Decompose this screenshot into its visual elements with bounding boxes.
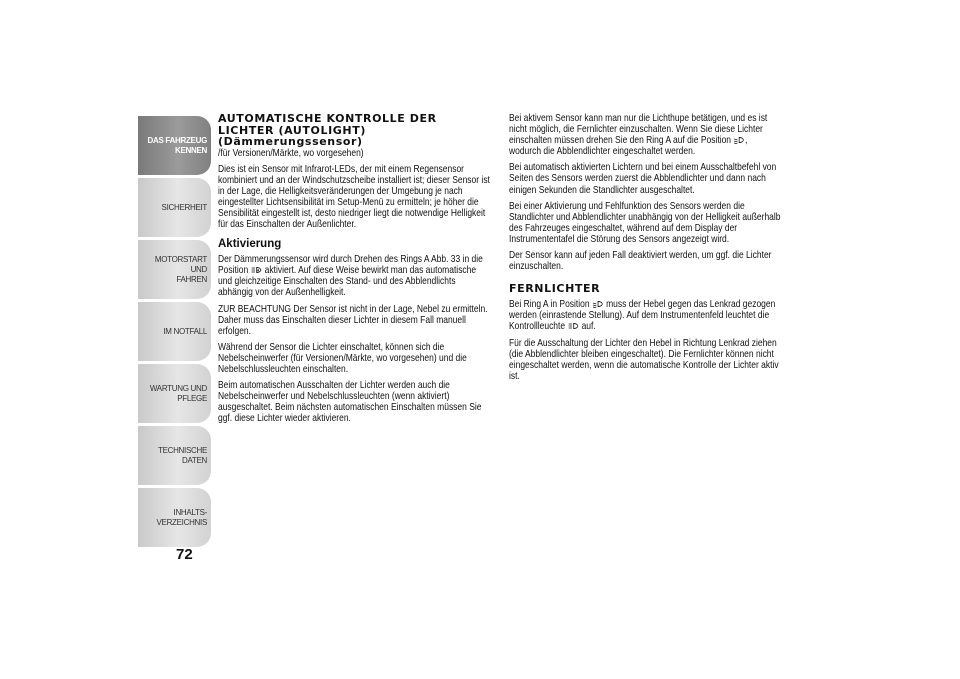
tab-im-notfall[interactable]: IM NOTFALL [138,302,211,361]
section-title-line-1: AUTOMATISCHE KONTROLLE DER [218,112,437,125]
section-title-line-2: LICHTER (AUTOLIGHT) [218,123,366,137]
tab-motorstart-und-fahren[interactable]: MOTORSTART UND FAHREN [138,240,211,299]
section-title [218,113,490,148]
paragraph-deactivate: Der Sensor kann auf jeden Fall deaktiviert werden, um ggf. die Lichter einzuschalten. [509,250,772,273]
paragraph-flash-part-1: Bei aktivem Sensor kann man nur die Lichthupe betätigen, und es ist nicht möglich, die Fernlichter einzuschalten. Wenn Sie diese Lichter einschalten müssen drehen Sie den Ring A auf die Position [509,113,768,147]
right-column [509,113,781,387]
left-column [218,113,490,429]
paragraph-auto-off-sequence: Bei automatisch aktivierten Lichtern und bei einem Ausschaltbefehl von Seiten des Sensors werden zuerst die Abblendlichter und dann nach einigen Sekunden die Standlichter ausgeschaltet. [509,162,777,196]
auto-light-icon [251,266,263,274]
svg-text:A: A [256,268,259,273]
paragraph-high-beam-off: Für die Ausschaltung der Lichter den Hebel in Richtung Lenkrad ziehen (die Abblendlichter bleiben eingeschaltet). Die Fernlichter können nicht eingeschaltet werden, wenn die automatische Kontrolle der Lichter aktiv ist. [509,337,779,382]
tab-technische-daten[interactable]: TECHNISCHE DATEN [138,426,211,485]
paragraph-high-beam-part-3: auf. [581,321,596,333]
paragraph-note: ZUR BEACHTUNG Der Sensor ist nicht in der Lage, Nebel zu ermitteln. Daher muss das Einschalten dieser Lichter in diesem Fall manuell erfolgen. [218,303,488,337]
paragraph-auto-off: Beim automatischen Ausschalten der Lichter werden auch die Nebelscheinwerfer und Nebelschlussleuchten (wenn aktiviert) ausgeschaltet. Beim nächsten automatischen Einschalten müssen Sie ggf. diese Lichter wieder aktivieren. [218,380,482,425]
subheading-aktivierung: Aktivierung [218,238,282,251]
section-title-line-3: (Dämmerungssensor) [218,135,363,148]
chapter-sidebar [138,116,211,550]
paragraph-malfunction: Bei einer Aktivierung und Fehlfunktion des Sensors werden die Standlichter und Abblendlichter unabhängig von der Helligkeit außerhalb des Fahrzeuges eingeschaltet, während auf dem Display der Instrumententafel die Störung des Sensors angezeigt wird. [509,200,781,245]
intro-note: /für Versionen/Märkte, wo vorgesehen) [218,147,364,159]
tab-inhaltsverzeichnis[interactable]: INHALTS- VERZEICHNIS [138,488,211,547]
high-beam-icon [567,322,579,330]
tab-wartung-und-pflege[interactable]: WARTUNG UND PFLEGE [138,364,211,423]
paragraph-flash-part-2: , wodurch die Abblendlichter eingeschaltet werden. [509,135,748,158]
tab-sicherheit[interactable]: SICHERHEIT [138,178,211,237]
paragraph-activation-part-1: Der Dämmerungssensor wird durch Drehen des Rings A Abb. 33 in die Position [218,254,483,277]
paragraph-sensor-description: Dies ist ein Sensor mit Infrarot-LEDs, der mit einem Regensensor kombiniert und an der Windschutzscheibe installiert ist; dieser Sensor ist in der Lage, die Helligkeitsveränderungen der Umgebung je nach eingestellter Lichtsensibilität im Setup-Menü zu ermitteln; je höher die Sensibilität eingestellt ist, desto niedriger liegt die notwendige Helligkeit für das Einschalten der Außenlichter. [218,163,490,231]
paragraph-high-beam-part-1: Bei Ring A in Position [509,299,590,311]
paragraph-flash [509,113,781,157]
paragraph-fog-lights: Während der Sensor die Lichter einschaltet, können sich die Nebelscheinwerfer (für Versionen/Märkte, wo vorgesehen) und die Nebelschlussleuchten einschalten. [218,341,467,375]
paragraph-high-beam [509,299,781,332]
paragraph-activation [218,254,490,298]
heading-fernlichter: FERNLICHTER [509,282,601,296]
paragraph-high-beam-part-2: muss der Hebel gegen das Lenkrad gezogen werden (einrastende Stellung). Auf dem Instrumentenfeld leuchtet die Kontrollleuchte [509,299,776,333]
low-beam-icon [733,136,745,144]
low-beam-icon [592,300,604,308]
tab-das-fahrzeug-kennen[interactable]: DAS FAHRZEUG KENNEN [138,116,211,175]
page-number: 72 [176,546,193,563]
paragraph-activation-part-2: aktiviert. Auf diese Weise bewirkt man das automatische und gleichzeitige Einschalten des Stand- und des Abblendlichts abhängig von der Außenhelligkeit. [218,265,477,299]
